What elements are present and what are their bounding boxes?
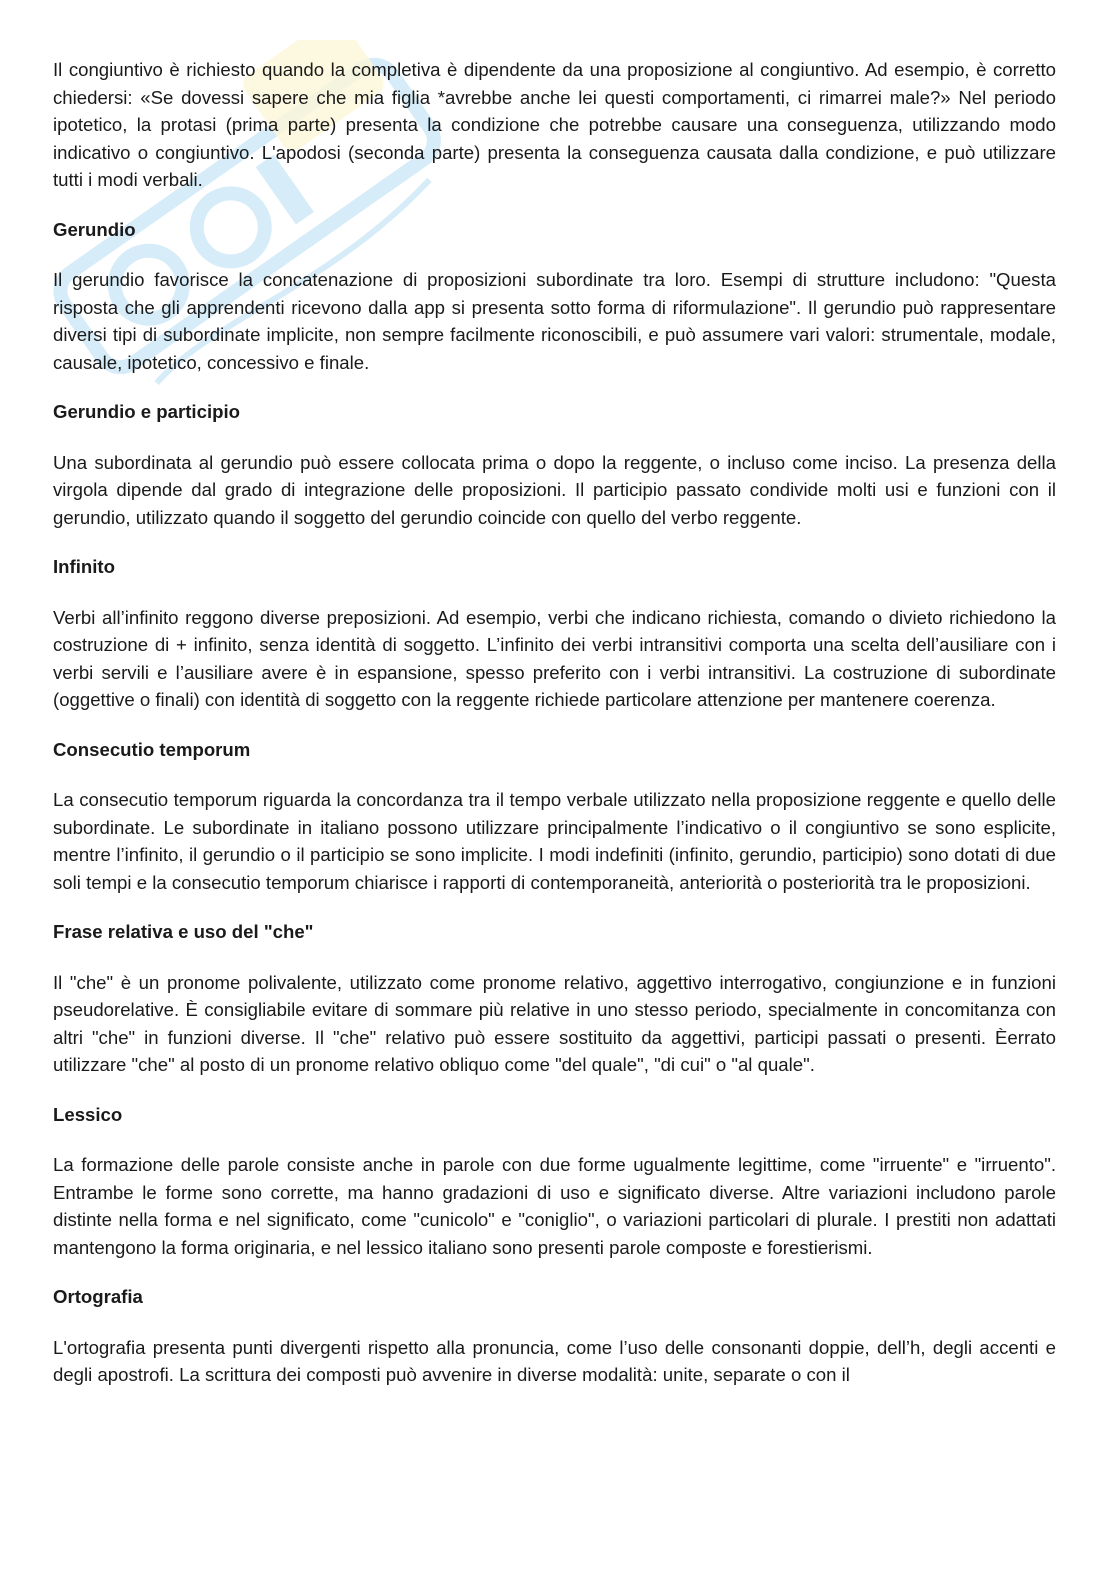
heading-gerundio-participio: Gerundio e participio — [53, 401, 240, 422]
paragraph-frase-relativa: Il "che" è un pronome polivalente, utilizzato come pronome relativo, aggettivo interrogativo, congiunzione e in funzioni pseudorelative. È consigliabile evitare di sommare più relative in uno stesso periodo, specialmente in concomitanza con altri "che" in funzioni diverse. Il "che" relativo può essere sostituito da aggettivi, participi passati o presenti. Èerrato utilizzare "che" al posto di un pronome relativo obliquo come "del quale", "di cui" o "al quale". — [53, 971, 1056, 1075]
heading-consecutio: Consecutio temporum — [53, 738, 251, 760]
paragraph-lessico: La formazione delle parole consiste anche in parole con due forme ugualmente legittime, come "irruente" e "irruento". Entrambe le forme sono corrette, ma hanno gradazioni di uso e significato diverse. Altre variazioni includono parole distinte nella forma e nel significato, come "cunicolo" e "coniglio", o variazioni particolari di plurale. I prestiti non adattati mantengono la forma originaria, e nel lessico italiano sono presenti parole composte e forestierismi. — [53, 1154, 1056, 1258]
paragraph-consecutio: La consecutio temporum riguarda la concordanza tra il tempo verbale utilizzato nella proposizione reggente e quello delle subordinate. Le subordinate in italiano possono utilizzare principalmente l’indicativo o il congiuntivo se sono esplicite, mentre l’infinito, il gerundio o il participio se sono implicite. I modi indefiniti (infinito, gerundio, participio) sono dotati di due soli tempi e la consecutio temporum chiarisce i rapporti di contemporaneità, anteriorità o posteriorità tra le proposizioni. — [53, 789, 1056, 893]
paragraph-ortografia: L'ortografia presenta punti divergenti rispetto alla pronuncia, come l’uso delle consonanti doppie, dell’h, degli accenti e degli apostrofi. La scrittura dei composti può avvenire in diverse modalità: unite, separate o con il — [53, 1336, 1056, 1385]
heading-gerundio: Gerundio — [53, 218, 136, 240]
paragraph-gerundio-participio: Una subordinata al gerundio può essere collocata prima o dopo la reggente, o incluso come inciso. La presenza della virgola dipende dal grado di integrazione delle proposizioni. Il participio passato condivide molti usi e funzioni con il gerundio, utilizzato quando il soggetto del gerundio coincide con quello del verbo reggente. — [53, 451, 1056, 528]
paragraph-infinito: Verbi all’infinito reggono diverse preposizioni. Ad esempio, verbi che indicano richiesta, comando o divieto richiedono la costruzione di + infinito, senza identità di soggetto. L’infinito dei verbi intransitivi comporta una scelta dell’ausiliare con i verbi servili e l’ausiliare avere è in espansione, spesso preferito con i verbi intransitivi. La costruzione di subordinate (oggettive o finali) con identità di soggetto con la reggente richiede particolare attenzione per mantenere coerenza. — [53, 606, 1056, 710]
heading-frase-relativa: Frase relativa e uso del "che" — [53, 921, 314, 942]
document-page — [53, 56, 1056, 1389]
heading-ortografia: Ortografia — [53, 1286, 143, 1307]
paragraph-intro: Il congiuntivo è richiesto quando la completiva è dipendente da una proposizione al congiuntivo. Ad esempio, è corretto chiedersi: «Se dovessi sapere che mia figlia *avrebbe anche lei questi comportamenti, ci rimarrei male?» Nel periodo ipotetico, la protasi (prima parte) presenta la condizione che potrebbe causare una conseguenza, utilizzando modo indicativo o congiuntivo. L'apodosi (seconda parte) presenta la conseguenza causata dalla condizione, e può utilizzare tutti i modi verbali. — [53, 59, 1056, 190]
paragraph-gerundio: Il gerundio favorisce la concatenazione di proposizioni subordinate tra loro. Esempi di strutture includono: "Questa risposta che gli apprendenti ricevono dalla app si presenta sotto forma di riformulazione". Il gerundio può rappresentare diversi tipi di subordinate implicite, non sempre facilmente riconoscibili, e può assumere vari valori: strumentale, modale, causale, ipotetico, concessivo e finale. — [53, 269, 1056, 373]
heading-lessico: Lessico — [53, 1103, 123, 1125]
heading-infinito: Infinito — [53, 556, 115, 577]
